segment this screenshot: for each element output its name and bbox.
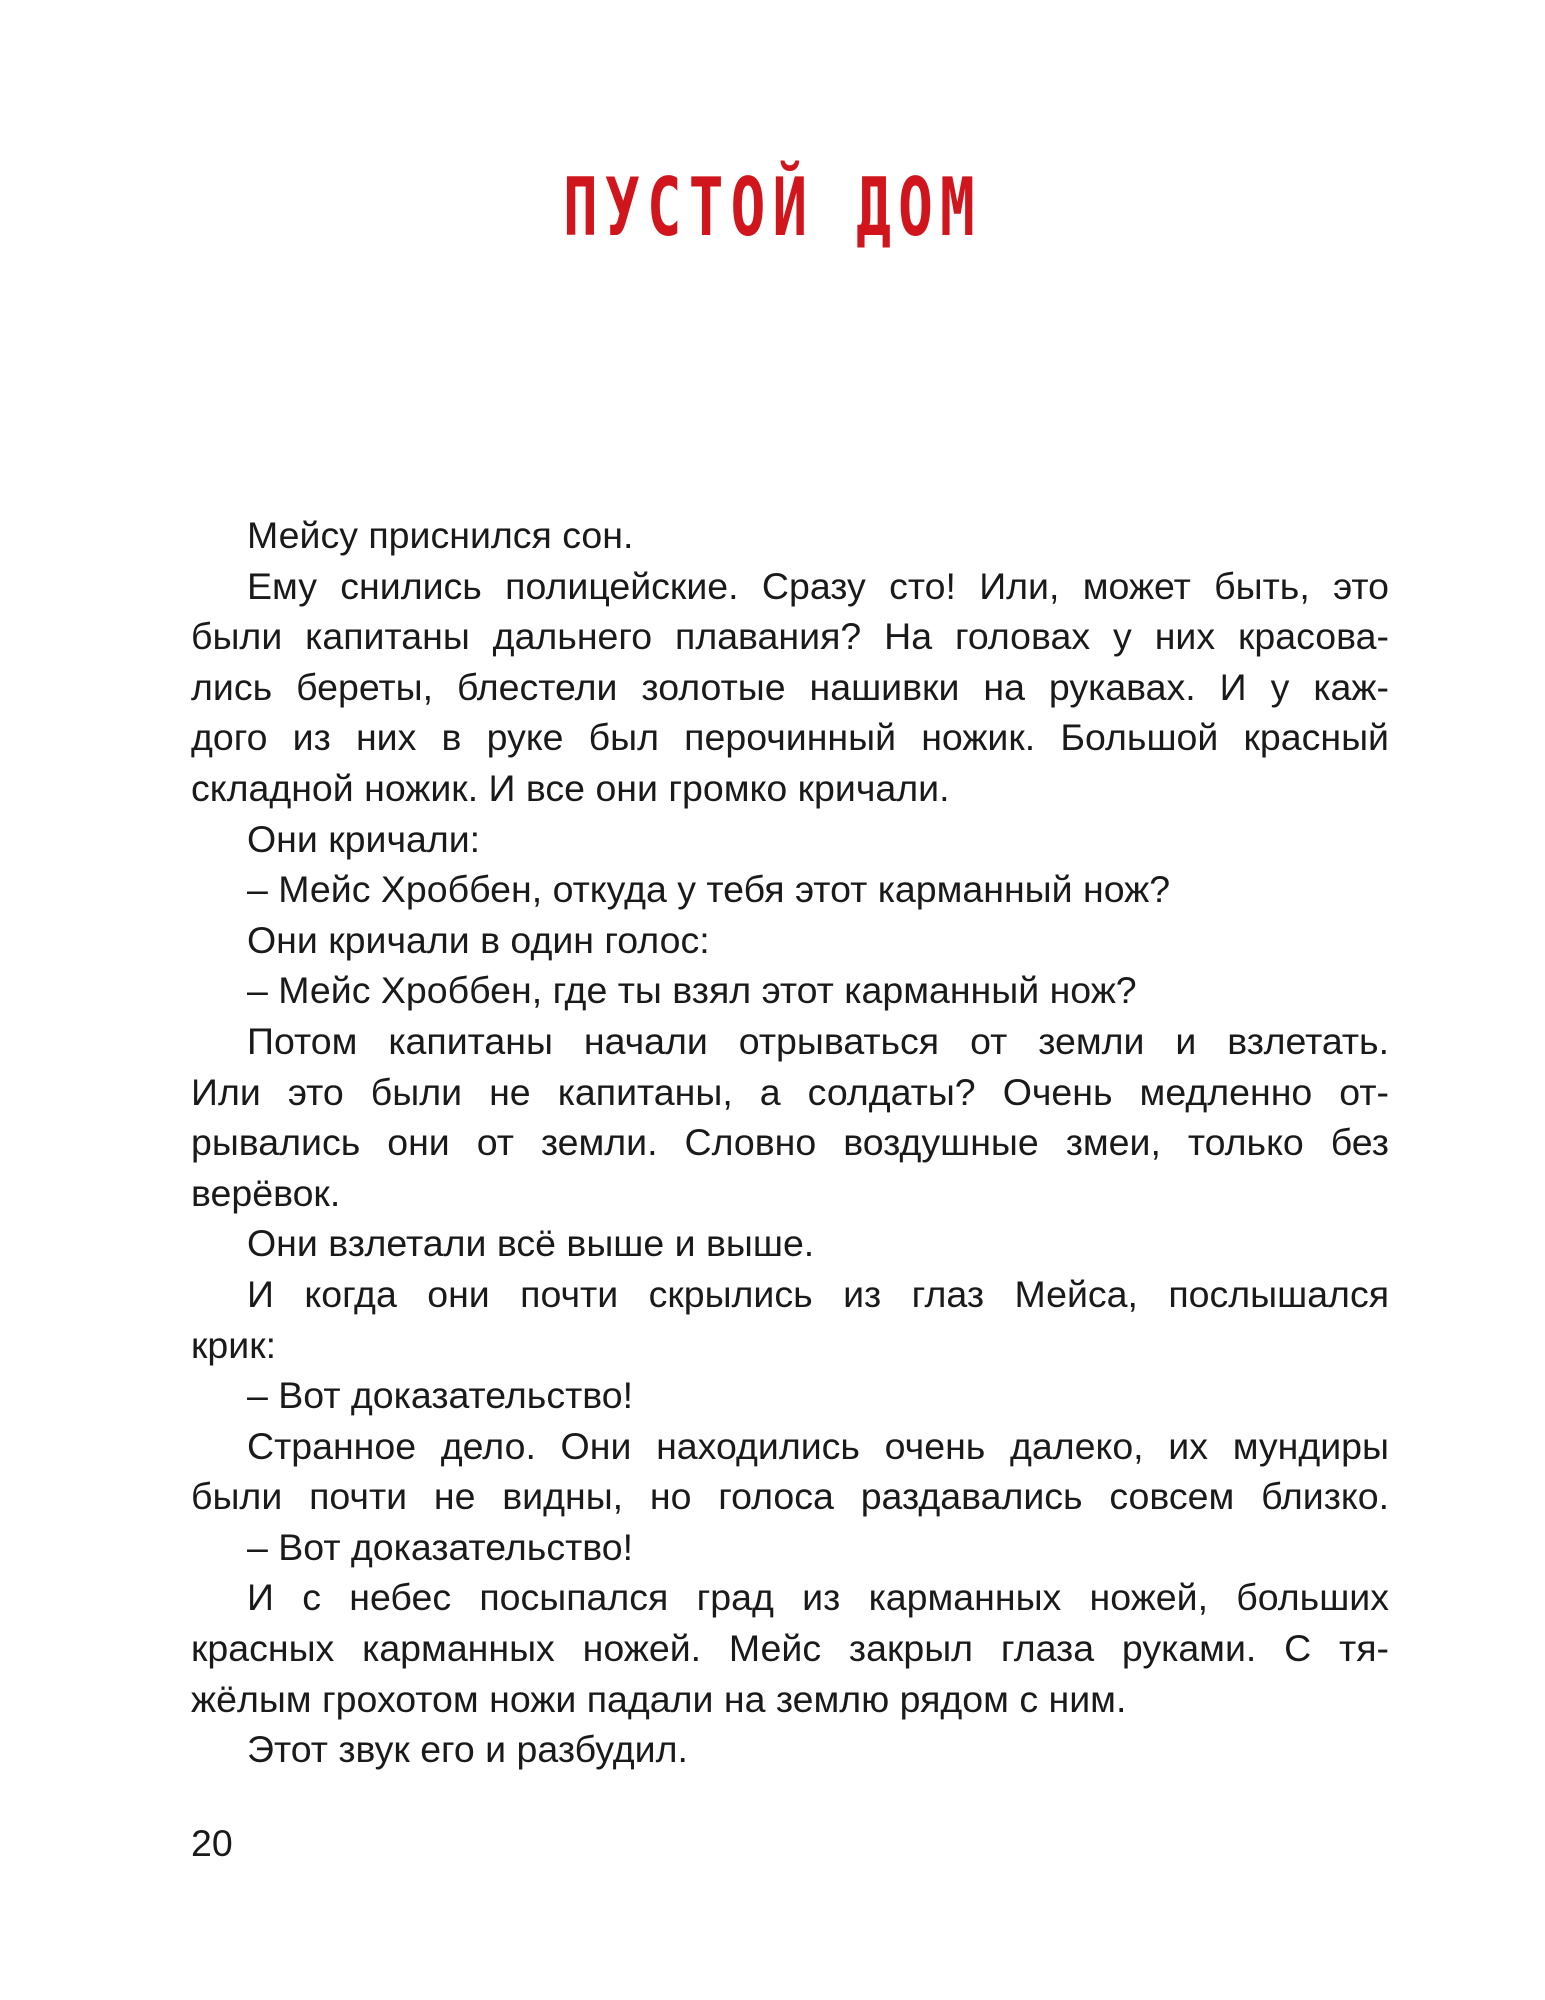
text-line: рывались они от земли. Словно воздушные змеи, только без bbox=[191, 1121, 1389, 1164]
text-line: Ему снились полицейские. Сразу сто! Или, может быть, это bbox=[247, 564, 1389, 607]
text-line: Этот звук его и разбудил. bbox=[247, 1728, 688, 1771]
text-line: Они кричали: bbox=[247, 817, 481, 860]
text-line: были капитаны дальнего плавания? На головах у них красова- bbox=[191, 615, 1389, 658]
text-line: Они кричали в один голос: bbox=[247, 918, 710, 961]
text-line: крик: bbox=[191, 1323, 277, 1366]
text-line: Они взлетали всё выше и выше. bbox=[247, 1222, 815, 1265]
text-line: лись береты, блестели золотые нашивки на рукавах. И у каж- bbox=[191, 665, 1389, 708]
text-line: дого из них в руке был перочинный ножик. Большой красный bbox=[191, 716, 1389, 759]
text-line: – Вот доказательство! bbox=[247, 1525, 634, 1568]
text-line: красных карманных ножей. Мейс закрыл глаза руками. С тя- bbox=[191, 1627, 1389, 1670]
text-line: Мейсу приснился сон. bbox=[247, 514, 634, 556]
text-line: И с небес посыпался град из карманных ножей, больших bbox=[247, 1576, 1389, 1619]
page-number: 20 bbox=[191, 1822, 233, 1864]
chapter-title: ПУСТОЙ ДОМ bbox=[563, 161, 982, 254]
text-line: складной ножик. И все они громко кричали. bbox=[191, 766, 950, 809]
text-line: – Мейс Хроббен, откуда у тебя этот карманный нож? bbox=[247, 868, 1171, 911]
text-line: Или это были не капитаны, а солдаты? Очень медленно от- bbox=[191, 1070, 1389, 1113]
text-line: Потом капитаны начали отрываться от земли и взлетать. bbox=[247, 1019, 1389, 1062]
text-line: Странное дело. Они находились очень далеко, их мундиры bbox=[247, 1424, 1389, 1467]
body-text bbox=[191, 510, 1389, 1775]
text-line: жёлым грохотом ножи падали на землю рядом с ним. bbox=[191, 1677, 1127, 1720]
text-line: – Мейс Хроббен, где ты взял этот карманный нож? bbox=[247, 969, 1137, 1012]
text-line: были почти не видны, но голоса раздавались совсем близко. bbox=[191, 1475, 1389, 1518]
text-line: верёвок. bbox=[191, 1171, 341, 1214]
text-line: – Вот доказательство! bbox=[247, 1374, 634, 1417]
text-line: И когда они почти скрылись из глаз Мейса, послышался bbox=[247, 1272, 1389, 1315]
